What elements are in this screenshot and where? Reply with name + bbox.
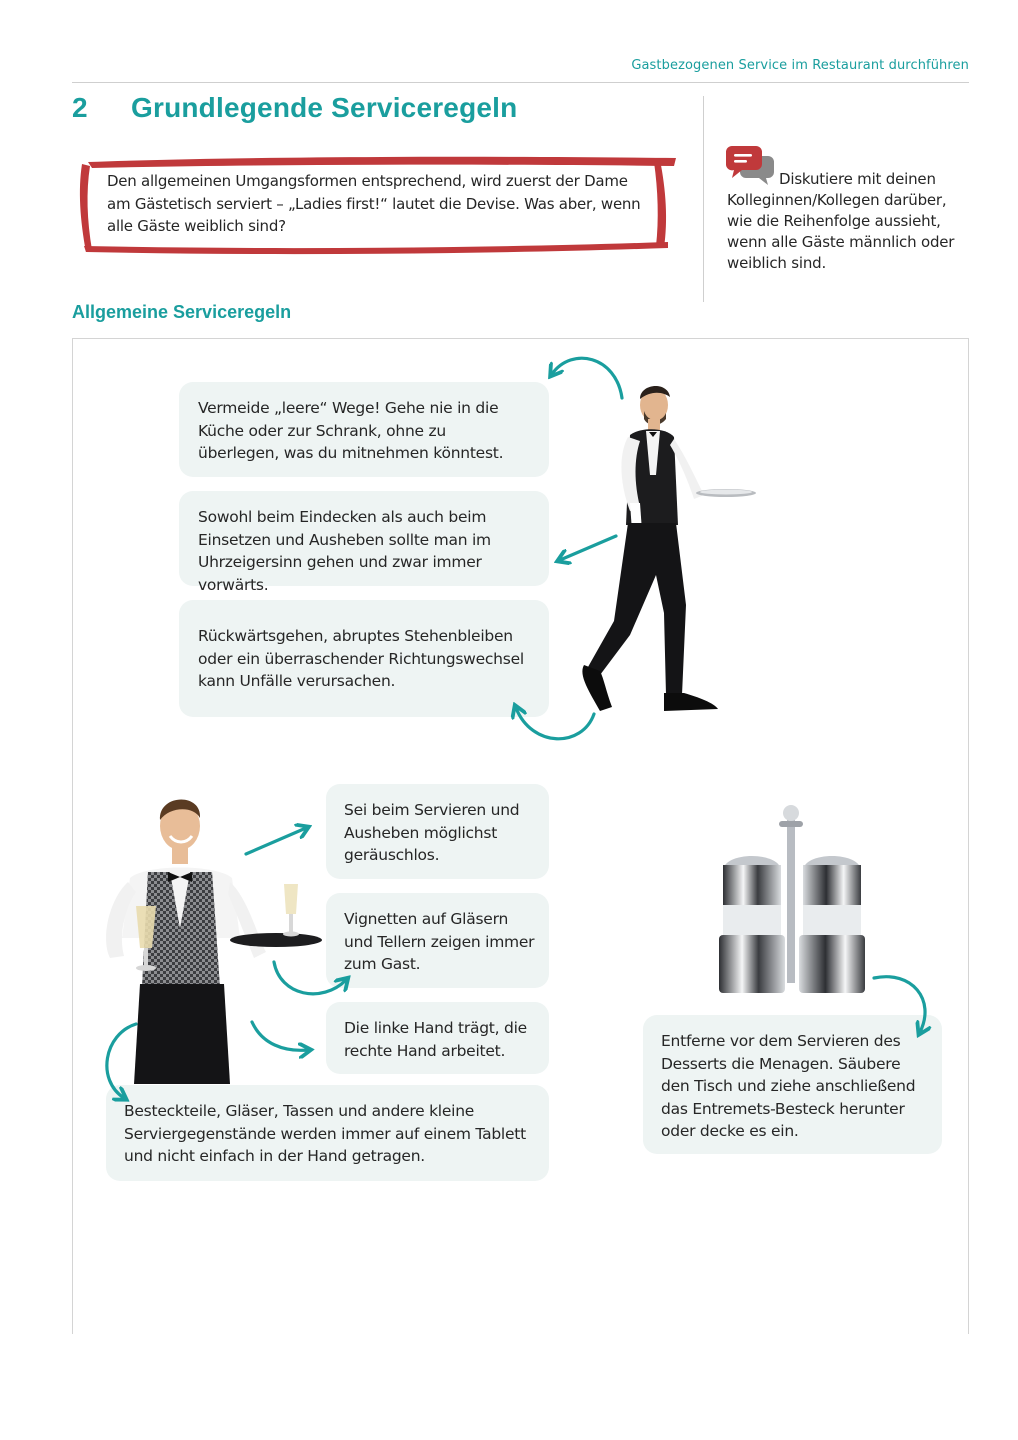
rule-box-vignettes bbox=[326, 893, 549, 988]
menage-image bbox=[715, 805, 870, 997]
discussion-text bbox=[727, 169, 971, 274]
chapter-title: Grundlegende Serviceregeln bbox=[131, 92, 518, 123]
header-rule bbox=[72, 82, 969, 83]
rule-text: Sowohl beim Eindecken als auch beim Einsetzen und Ausheben sollte man im Uhrzeigersinn gehen und zwar immer vorwärts. bbox=[198, 508, 491, 594]
rule-text: Die linke Hand trägt, die rechte Hand arbeitet. bbox=[344, 1019, 527, 1060]
column-divider bbox=[703, 96, 704, 302]
rule-text: Entferne vor dem Servieren des Desserts die Menagen. Säubere den Tisch und ziehe anschließend das Entremets-Besteck herunter oder decke es ein. bbox=[661, 1032, 916, 1140]
rule-text: Vermeide „leere“ Wege! Gehe nie in die Küche oder zur Schrank, ohne zu überlegen, was du mitnehmen könntest. bbox=[198, 399, 504, 462]
smiling-waiter-image bbox=[100, 788, 330, 1084]
rule-box-tray bbox=[106, 1085, 549, 1181]
rule-box-accidents bbox=[179, 600, 549, 717]
rule-box-empty-ways bbox=[179, 382, 549, 477]
discussion-text-content: Diskutiere mit deinen Kolleginnen/Kollegen darüber, wie die Reihenfolge aussieht, wenn alle Gäste männlich oder weiblich sind. bbox=[727, 170, 955, 272]
rule-box-quiet bbox=[326, 784, 549, 879]
running-header: Gastbezogenen Service im Restaurant durchführen bbox=[631, 58, 969, 73]
chapter-number: 2 bbox=[72, 92, 88, 123]
rule-text: Rückwärtsgehen, abruptes Stehenbleiben oder ein überraschender Richtungswechsel kann Unfälle verursachen. bbox=[198, 627, 524, 690]
intro-text: Den allgemeinen Umgangsformen entsprechend, wird zuerst der Dame am Gästetisch serviert – „Ladies first!“ lautet die Devise. Was aber, wenn alle Gäste weiblich sind? bbox=[107, 172, 641, 235]
rule-box-clockwise bbox=[179, 491, 549, 594]
rule-box-hands bbox=[326, 1002, 549, 1074]
rule-text: Besteckteile, Gläser, Tassen und andere kleine Serviergegenstände werden immer auf einem Tablett und nicht einfach in der Hand getragen. bbox=[124, 1102, 526, 1165]
rule-text: Sei beim Servieren und Ausheben möglichst geräuschlos. bbox=[344, 801, 520, 864]
rule-text: Vignetten auf Gläsern und Tellern zeigen immer zum Gast. bbox=[344, 910, 535, 973]
section-heading: Allgemeine Serviceregeln bbox=[72, 302, 292, 322]
walking-waiter-image bbox=[570, 375, 770, 720]
rule-box-dessert bbox=[643, 1015, 942, 1154]
